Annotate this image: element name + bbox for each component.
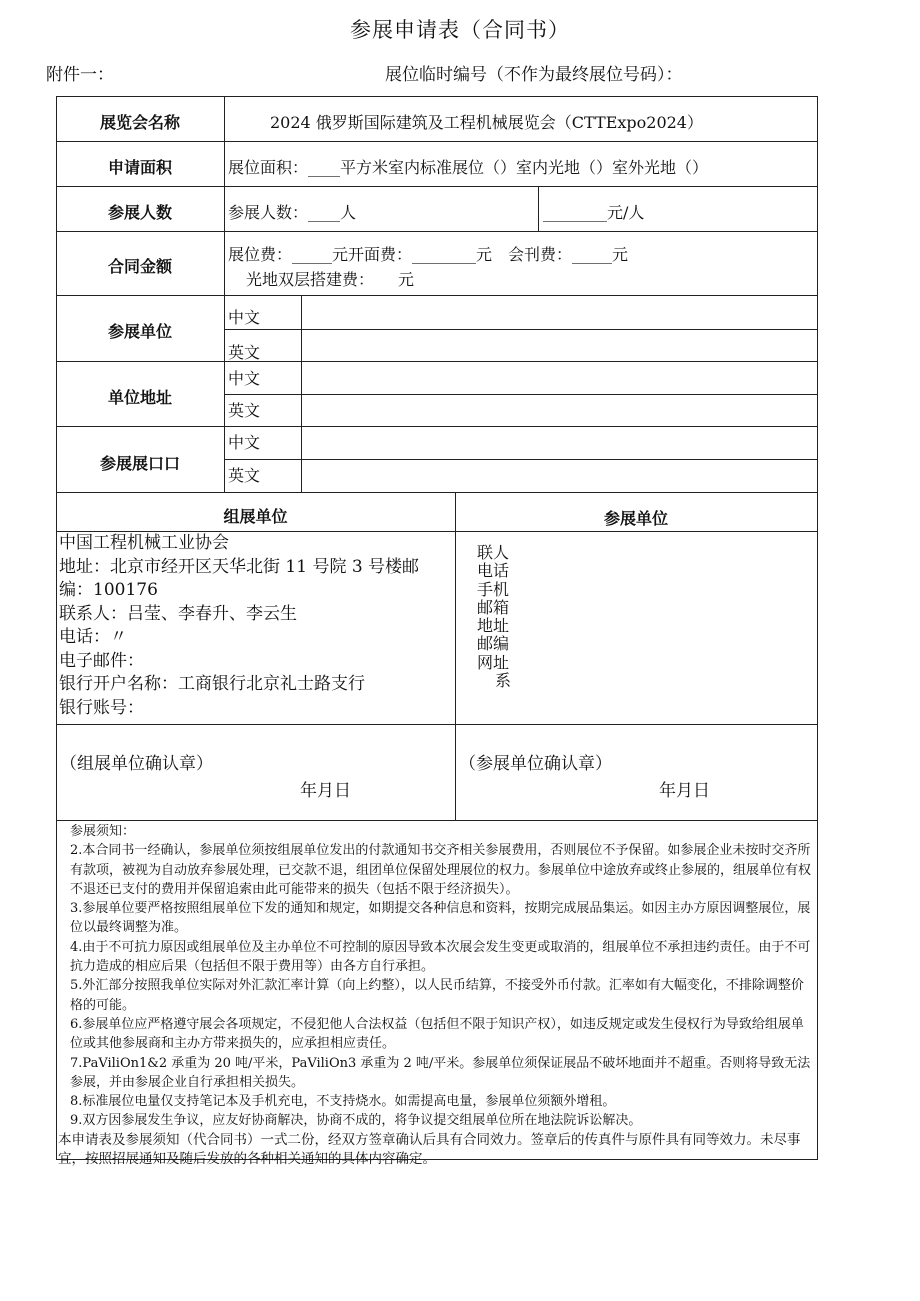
organizer-line: 地址：北京市经开区天华北街 11 号院 3 号楼邮 bbox=[59, 556, 420, 577]
exhibitor-field: 邮箱 bbox=[477, 597, 510, 617]
organizer-seal: （组展单位确认章） bbox=[60, 754, 213, 774]
organizer-info bbox=[59, 532, 451, 720]
organizer-line: 编：100176 bbox=[59, 580, 158, 600]
address-cn-label: 中文 bbox=[228, 369, 261, 388]
exhibitor-field: 系 bbox=[495, 671, 512, 691]
exhibitor-field: 联人 bbox=[477, 543, 510, 562]
notes-title: 参展须知： bbox=[70, 824, 136, 839]
organizer-line: 电子邮件： bbox=[59, 650, 144, 671]
unit-en-label: 英文 bbox=[228, 343, 261, 362]
exhibition-name-value: 2024 俄罗斯国际建筑及工程机械展览会（CTTExpo2024） bbox=[270, 113, 703, 132]
people-fee-value[interactable]: ________元/人 bbox=[543, 203, 645, 222]
exhibitor-field: 地址 bbox=[477, 616, 510, 636]
address-en-label: 英文 bbox=[228, 401, 261, 420]
organizer-line: 中国工程机械工业协会 bbox=[59, 533, 229, 553]
note-item: 6.参展单位应严格遵守展会各项规定，不侵犯他人合法权益（包括但不限于知识产权），如违反规定或发生侵权行为导致给组展单位或其他参展商和主办方带来损失的，应承担相应责任。 bbox=[70, 1016, 804, 1052]
label-unit-address: 单位地址 bbox=[107, 388, 172, 407]
label-people: 参展人数 bbox=[107, 203, 172, 222]
label-exhibiting-unit: 参展单位 bbox=[107, 322, 172, 341]
exhibitor-contact-fields bbox=[477, 544, 517, 690]
page-title: 参展申请表（合同书） bbox=[350, 18, 570, 42]
temp-number-label: 展位临时编号（不作为最终展位号码）： bbox=[385, 65, 683, 85]
label-amount: 合同金额 bbox=[107, 257, 172, 276]
label-exhibition-name: 展览会名称 bbox=[99, 113, 180, 132]
organizer-line: 银行账号： bbox=[59, 697, 144, 718]
organizer-line: 联系人：吕莹、李春升、李云生 bbox=[59, 603, 297, 624]
note-item: 5.外汇部分按照我单位实际对外汇款汇率计算（向上约整），以人民币结算，不接受外币付款。汇率如有大幅变化，不排除调整价格的可能。 bbox=[70, 978, 804, 1013]
notes-section bbox=[58, 822, 816, 1169]
exhibitor-seal: （参展单位确认章） bbox=[459, 754, 612, 774]
note-item: 4.由于不可抗力原因或组展单位及主办单位不可控制的原因导致本次展会发生变更或取消的，组展单位不承担违约责任。由于不可抗力造成的相应后果（包括但不限于费用等）由各方自行承担。 bbox=[70, 939, 811, 975]
product-cn-label: 中文 bbox=[228, 433, 261, 452]
exhibitor-field: 电话 bbox=[477, 561, 510, 581]
unit-cn-label: 中文 bbox=[228, 308, 261, 327]
product-en-label: 英文 bbox=[228, 466, 261, 485]
area-value[interactable]: 展位面积：____平方米室内标准展位（）室内光地（）室外光地（） bbox=[228, 158, 709, 177]
exhibitor-date: 年月日 bbox=[659, 781, 710, 801]
organizer-line: 电话：〃 bbox=[59, 627, 127, 647]
exhibitor-field: 邮编 bbox=[477, 634, 510, 654]
people-count-value[interactable]: 参展人数：____人 bbox=[228, 203, 357, 222]
note-item: 2.本合同书一经确认，参展单位须按组展单位发出的付款通知书交齐相关参展费用，否则展位不予保留。如参展企业未按时交齐所有款项，被视为自动放弃参展处理，已交款不退，组团单位保留处理展位的权力。参展单位中途放弃或终止参展的，组展单位有权不退还已支付的费用并保留追索由此可能带来的损失（包括不限于经济损失）。 bbox=[70, 843, 812, 897]
notes-footer: 本申请表及参展须知（代合同书）一式二份，经双方签章确认后具有合同效力。签章后的传真件与原件具有同等效力。未尽事宜，按照招展通知及随后发放的各种相关通知的具体内容确定。 bbox=[58, 1131, 801, 1168]
label-area: 申请面积 bbox=[107, 158, 172, 177]
attachment-label: 附件一： bbox=[46, 65, 114, 85]
organizer-date: 年月日 bbox=[300, 781, 351, 801]
note-item: 7.PaViliOn1&2 承重为 20 吨/平米，PaViliOn3 承重为 2 吨/平米。参展单位须保证展品不破坏地面并不超重。否则将导致无法参展，并由参展企业自行承担相关损失。 bbox=[70, 1055, 811, 1090]
organizer-header: 组展单位 bbox=[223, 507, 288, 526]
amount-line1[interactable]: 展位费：_____元开面费：________元 会刊费：_____元 bbox=[228, 245, 629, 264]
note-item: 9.双方因参展发生争议，应友好协商解决，协商不成的，将争议提交组展单位所在地法院诉讼解决。 bbox=[70, 1113, 642, 1129]
amount-line2[interactable]: 光地双层搭建费： 元 bbox=[246, 270, 415, 289]
exhibitor-field: 手机 bbox=[477, 579, 510, 599]
note-item: 8.标准展位电量仅支持笔记本及手机充电，不支持烧水。如需提高电量，参展单位须额外增租。 bbox=[70, 1094, 616, 1110]
label-product: 参展展口口 bbox=[99, 454, 180, 473]
exhibitor-header: 参展单位 bbox=[603, 509, 668, 528]
note-item: 3.参展单位要严格按照组展单位下发的通知和规定，如期提交各种信息和资料，按期完成展品集运。如因主办方原因调整展位，展位以最终调整为准。 bbox=[70, 901, 811, 936]
organizer-line: 银行开户名称：工商银行北京礼士路支行 bbox=[59, 674, 365, 694]
exhibitor-field: 网址 bbox=[477, 652, 510, 672]
